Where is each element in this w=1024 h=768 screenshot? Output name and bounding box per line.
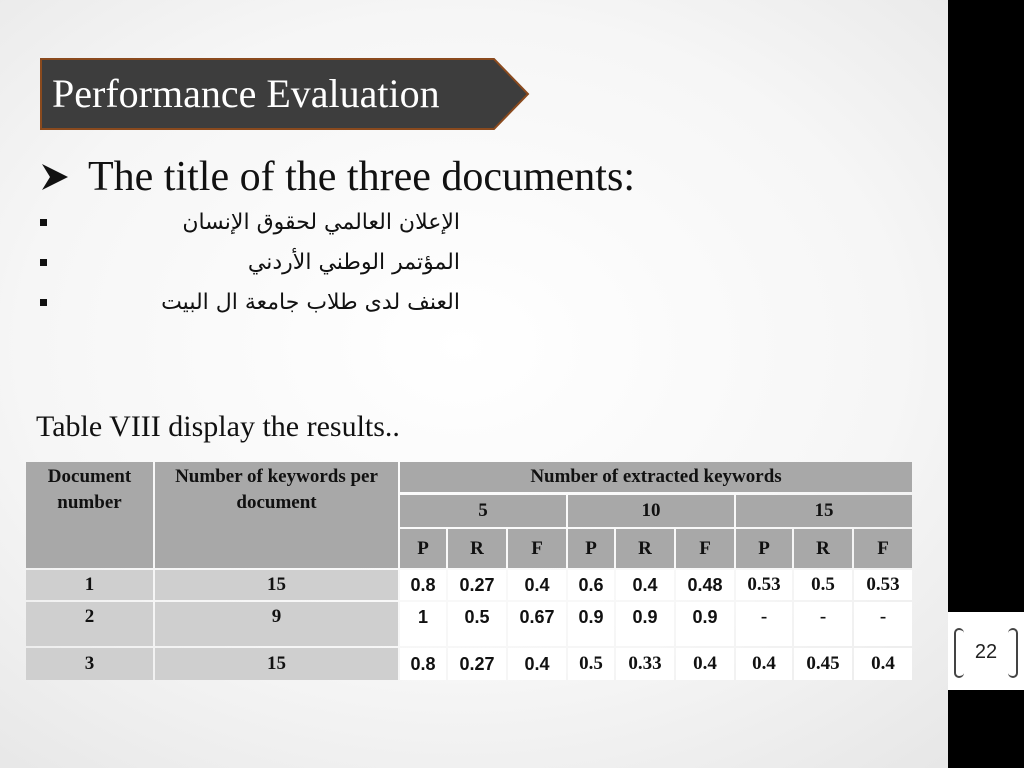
square-bullet-icon [40,299,47,306]
list-item-text: العنف لدى طلاب جامعة ال البيت [161,289,460,315]
cell-value: 0.27 [448,648,506,680]
cell-value: 0.5 [448,602,506,646]
cell-value: 0.4 [736,648,792,680]
cell-value: 0.48 [676,570,734,600]
list-item [40,242,460,282]
cell-value: 0.8 [400,570,446,600]
cell-value: 0.6 [568,570,614,600]
cell-document-number: 2 [26,602,153,646]
header-group-15: 15 [736,495,912,527]
header-group-5: 5 [400,495,566,527]
heading-text: The title of the three documents: [88,154,635,200]
header-metric: R [448,529,506,568]
cell-value: 0.4 [854,648,912,680]
cell-value: - [854,602,912,646]
cell-value: 0.4 [508,570,566,600]
cell-keywords-count: 15 [155,570,398,600]
cell-value: 0.9 [616,602,674,646]
cell-value: 0.45 [794,648,852,680]
cell-value: 0.5 [794,570,852,600]
cell-value: 0.27 [448,570,506,600]
list-item-text: الإعلان العالمي لحقوق الإنسان [182,209,460,235]
title-banner [40,58,530,130]
list-item [40,282,460,322]
arrow-bullet-icon [38,160,72,194]
cell-value: 0.67 [508,602,566,646]
cell-document-number: 1 [26,570,153,600]
header-document-number: Document number [26,462,153,568]
cell-value: - [736,602,792,646]
cell-value: - [794,602,852,646]
header-metric: R [616,529,674,568]
list-item [40,202,460,242]
square-bullet-icon [40,219,47,226]
cell-value: 0.53 [736,570,792,600]
header-metric: R [794,529,852,568]
header-metric: P [400,529,446,568]
cell-value: 0.9 [676,602,734,646]
cell-keywords-count: 15 [155,648,398,680]
header-metric: F [854,529,912,568]
header-metric: P [736,529,792,568]
cell-document-number: 3 [26,648,153,680]
table-caption: Table VIII display the results.. [36,410,400,443]
cell-value: 0.8 [400,648,446,680]
header-metric: F [508,529,566,568]
header-keywords-per-document: Number of keywords per document [155,462,398,568]
slide-title: Performance Evaluation [52,71,440,116]
document-title-list [40,202,460,322]
header-extracted-keywords: Number of extracted keywords [400,462,912,492]
cell-value: 0.5 [568,648,614,680]
square-bullet-icon [40,259,47,266]
header-group-10: 10 [568,495,734,527]
header-metric: F [676,529,734,568]
list-item-text: المؤتمر الوطني الأردني [247,249,460,275]
cell-value: 0.33 [616,648,674,680]
cell-value: 0.53 [854,570,912,600]
heading-line [38,152,635,202]
header-metric: P [568,529,614,568]
cell-value: 0.4 [676,648,734,680]
cell-value: 0.9 [568,602,614,646]
cell-keywords-count: 9 [155,602,398,646]
cell-value: 1 [400,602,446,646]
page-number: 22 [974,640,998,663]
cell-value: 0.4 [508,648,566,680]
cell-value: 0.4 [616,570,674,600]
